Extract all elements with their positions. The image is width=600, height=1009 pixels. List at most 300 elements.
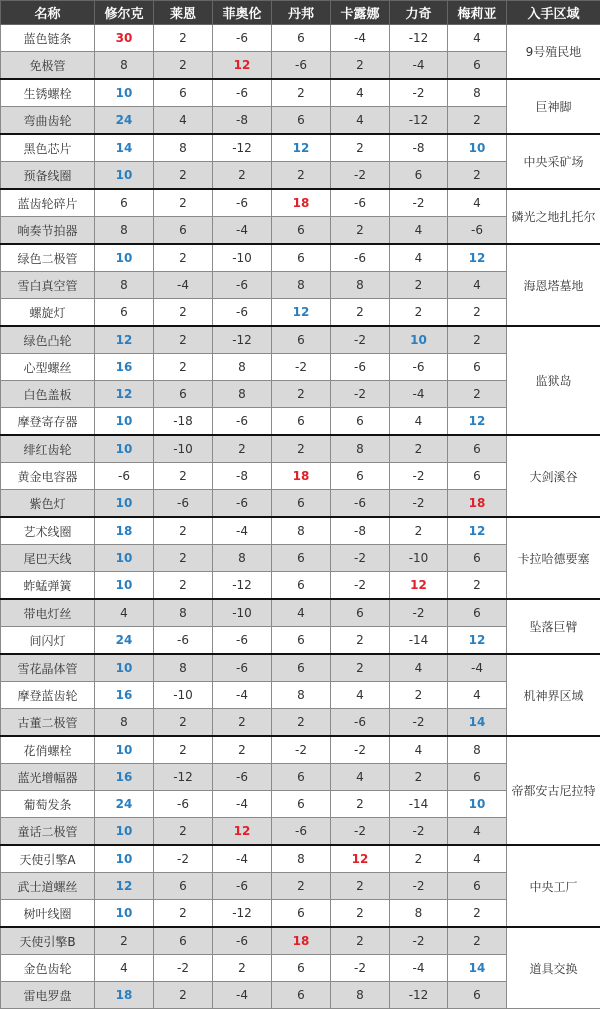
location-cell: 道具交换 — [507, 927, 600, 1009]
affinity-value: -2 — [331, 818, 390, 846]
affinity-value: 4 — [448, 189, 507, 217]
affinity-value: 2 — [390, 435, 448, 463]
affinity-value: 12 — [331, 845, 390, 873]
affinity-value: 2 — [154, 354, 213, 381]
affinity-value: -2 — [390, 463, 448, 490]
affinity-value: -2 — [390, 599, 448, 627]
affinity-value: -2 — [390, 709, 448, 737]
affinity-value: 2 — [272, 709, 331, 737]
item-name: 紫色灯 — [1, 490, 95, 518]
affinity-value: -6 — [213, 654, 272, 682]
affinity-value: 14 — [95, 134, 154, 162]
affinity-value: 8 — [95, 217, 154, 245]
affinity-value: 4 — [331, 107, 390, 135]
affinity-value: 6 — [272, 654, 331, 682]
affinity-value: 4 — [390, 408, 448, 436]
affinity-value: -6 — [331, 490, 390, 518]
affinity-value: 2 — [448, 572, 507, 600]
affinity-value: 2 — [213, 955, 272, 982]
affinity-value: 18 — [272, 189, 331, 217]
affinity-value: 12 — [448, 408, 507, 436]
affinity-value: -2 — [331, 545, 390, 572]
affinity-value: 2 — [272, 873, 331, 900]
table-row — [1, 736, 600, 764]
affinity-value: 2 — [331, 134, 390, 162]
item-name: 天使引擎B — [1, 927, 95, 955]
header-riki: 力奇 — [390, 1, 448, 25]
affinity-value: -8 — [390, 134, 448, 162]
affinity-value: 18 — [272, 927, 331, 955]
location-cell: 坠落巨臂 — [507, 599, 600, 654]
affinity-value: 6 — [154, 79, 213, 107]
affinity-value: 10 — [95, 572, 154, 600]
affinity-value: 6 — [448, 435, 507, 463]
item-name: 蚱蜢弹簧 — [1, 572, 95, 600]
affinity-value: 2 — [331, 299, 390, 327]
item-name: 摩登寄存器 — [1, 408, 95, 436]
location-cell: 9号殖民地 — [507, 25, 600, 80]
affinity-value: 2 — [390, 682, 448, 709]
affinity-value: -6 — [154, 791, 213, 818]
affinity-value: -4 — [213, 982, 272, 1009]
affinity-value: -6 — [331, 354, 390, 381]
affinity-value: 4 — [154, 107, 213, 135]
affinity-value: 6 — [272, 490, 331, 518]
affinity-value: 2 — [331, 217, 390, 245]
affinity-value: 6 — [331, 463, 390, 490]
affinity-value: -12 — [213, 326, 272, 354]
item-name: 武士道螺丝 — [1, 873, 95, 900]
location-cell: 巨神脚 — [507, 79, 600, 134]
affinity-value: -2 — [154, 845, 213, 873]
affinity-value: 10 — [390, 326, 448, 354]
affinity-value: 2 — [154, 25, 213, 52]
affinity-value: -18 — [154, 408, 213, 436]
item-name: 古董二极管 — [1, 709, 95, 737]
item-name: 免极管 — [1, 52, 95, 80]
item-name: 预备线圈 — [1, 162, 95, 190]
affinity-value: 4 — [331, 682, 390, 709]
affinity-value: -4 — [213, 845, 272, 873]
table-row — [1, 927, 600, 955]
item-name: 花俏螺栓 — [1, 736, 95, 764]
affinity-value: 6 — [95, 299, 154, 327]
affinity-value: 6 — [272, 408, 331, 436]
affinity-value: -2 — [272, 354, 331, 381]
affinity-value: 6 — [448, 52, 507, 80]
affinity-value: 6 — [448, 463, 507, 490]
location-cell: 帝都安古尼拉特 — [507, 736, 600, 845]
affinity-value: 8 — [95, 709, 154, 737]
affinity-value: 10 — [95, 490, 154, 518]
affinity-value: 18 — [95, 517, 154, 545]
affinity-value: 6 — [272, 900, 331, 928]
affinity-value: 4 — [331, 764, 390, 791]
item-name: 金色齿轮 — [1, 955, 95, 982]
header-reyn: 莱恩 — [154, 1, 213, 25]
affinity-value: -12 — [390, 25, 448, 52]
affinity-value: 4 — [448, 818, 507, 846]
item-name: 螺旋灯 — [1, 299, 95, 327]
affinity-value: -4 — [213, 217, 272, 245]
affinity-value: 6 — [448, 354, 507, 381]
affinity-value: 4 — [390, 736, 448, 764]
affinity-value: 2 — [154, 326, 213, 354]
affinity-value: 8 — [448, 736, 507, 764]
affinity-value: 2 — [448, 107, 507, 135]
affinity-value: -8 — [331, 517, 390, 545]
header-sharla: 卡露娜 — [331, 1, 390, 25]
affinity-value: 2 — [448, 299, 507, 327]
affinity-value: 2 — [95, 927, 154, 955]
affinity-value: 2 — [154, 982, 213, 1009]
affinity-value: -4 — [213, 791, 272, 818]
affinity-value: -6 — [213, 189, 272, 217]
affinity-value: -6 — [213, 272, 272, 299]
affinity-value: 12 — [213, 52, 272, 80]
affinity-value: 6 — [390, 162, 448, 190]
affinity-value: -6 — [331, 709, 390, 737]
affinity-value: 8 — [154, 599, 213, 627]
header-shulk: 修尔克 — [95, 1, 154, 25]
item-name: 雪花晶体管 — [1, 654, 95, 682]
affinity-value: 6 — [272, 955, 331, 982]
item-name: 树叶线圈 — [1, 900, 95, 928]
affinity-value: 6 — [272, 627, 331, 655]
affinity-value: -12 — [213, 900, 272, 928]
table-row — [1, 517, 600, 545]
affinity-value: -4 — [213, 517, 272, 545]
affinity-value: -10 — [213, 599, 272, 627]
affinity-value: -4 — [331, 25, 390, 52]
affinity-value: 6 — [331, 599, 390, 627]
table-row — [1, 845, 600, 873]
item-name: 雷电罗盘 — [1, 982, 95, 1009]
affinity-value: 2 — [272, 435, 331, 463]
affinity-value: -4 — [390, 955, 448, 982]
affinity-value: 16 — [95, 764, 154, 791]
affinity-value: 12 — [390, 572, 448, 600]
affinity-value: 2 — [154, 900, 213, 928]
affinity-value: -6 — [154, 490, 213, 518]
affinity-value: 2 — [154, 709, 213, 737]
affinity-value: 12 — [272, 299, 331, 327]
affinity-value: 2 — [448, 900, 507, 928]
affinity-value: 4 — [272, 599, 331, 627]
affinity-value: -12 — [390, 107, 448, 135]
affinity-value: 8 — [95, 52, 154, 80]
affinity-value: 4 — [448, 25, 507, 52]
affinity-value: 4 — [448, 272, 507, 299]
item-name: 绿色凸轮 — [1, 326, 95, 354]
item-name: 弯曲齿轮 — [1, 107, 95, 135]
affinity-value: 6 — [448, 599, 507, 627]
affinity-value: 4 — [390, 244, 448, 272]
table-row — [1, 435, 600, 463]
affinity-value: 8 — [448, 79, 507, 107]
affinity-value: 4 — [390, 654, 448, 682]
header-name: 名称 — [1, 1, 95, 25]
affinity-value: 24 — [95, 107, 154, 135]
affinity-value: 6 — [272, 764, 331, 791]
affinity-value: -2 — [390, 189, 448, 217]
affinity-value: -10 — [154, 682, 213, 709]
item-name: 雪白真空管 — [1, 272, 95, 299]
affinity-value: 10 — [95, 736, 154, 764]
item-name: 艺术线圈 — [1, 517, 95, 545]
affinity-value: -14 — [390, 627, 448, 655]
item-name: 绯红齿轮 — [1, 435, 95, 463]
affinity-value: 10 — [95, 545, 154, 572]
table-row — [1, 25, 600, 52]
affinity-value: 6 — [331, 408, 390, 436]
affinity-value: 4 — [448, 682, 507, 709]
affinity-value: -10 — [390, 545, 448, 572]
affinity-value: 2 — [448, 927, 507, 955]
location-cell: 海恩塔墓地 — [507, 244, 600, 326]
affinity-value: 6 — [154, 927, 213, 955]
affinity-value: 2 — [448, 326, 507, 354]
affinity-value: 2 — [331, 52, 390, 80]
header-dunban: 丹邦 — [272, 1, 331, 25]
table-row — [1, 654, 600, 682]
affinity-value: 6 — [272, 572, 331, 600]
affinity-value: 6 — [272, 791, 331, 818]
location-cell: 磷光之地扎托尔 — [507, 189, 600, 244]
affinity-value: 2 — [448, 162, 507, 190]
affinity-value: 2 — [213, 709, 272, 737]
item-name: 心型螺丝 — [1, 354, 95, 381]
affinity-value: 10 — [95, 845, 154, 873]
item-name: 黄金电容器 — [1, 463, 95, 490]
affinity-value: 14 — [448, 709, 507, 737]
affinity-value: -6 — [272, 818, 331, 846]
affinity-value: 12 — [95, 873, 154, 900]
affinity-value: -14 — [390, 791, 448, 818]
affinity-value: 2 — [154, 299, 213, 327]
affinity-value: -6 — [213, 927, 272, 955]
affinity-value: -12 — [154, 764, 213, 791]
affinity-value: 2 — [331, 927, 390, 955]
table-row — [1, 326, 600, 354]
affinity-value: 6 — [272, 217, 331, 245]
affinity-value: 8 — [331, 982, 390, 1009]
affinity-value: 2 — [154, 517, 213, 545]
item-name: 带电灯丝 — [1, 599, 95, 627]
table-row — [1, 599, 600, 627]
affinity-value: 2 — [390, 272, 448, 299]
affinity-value: 8 — [272, 517, 331, 545]
affinity-value: 6 — [272, 107, 331, 135]
affinity-value: -10 — [154, 435, 213, 463]
affinity-value: -2 — [390, 927, 448, 955]
affinity-value: -2 — [331, 572, 390, 600]
affinity-value: 8 — [390, 900, 448, 928]
item-name: 葡萄发条 — [1, 791, 95, 818]
affinity-value: 6 — [448, 873, 507, 900]
header-location: 入手区域 — [507, 1, 600, 25]
affinity-value: 2 — [154, 162, 213, 190]
affinity-value: 6 — [272, 545, 331, 572]
affinity-value: -2 — [272, 736, 331, 764]
affinity-value: -12 — [213, 134, 272, 162]
affinity-value: -2 — [331, 162, 390, 190]
affinity-value: -6 — [213, 873, 272, 900]
affinity-value: 2 — [154, 52, 213, 80]
table-row — [1, 134, 600, 162]
affinity-value: 2 — [154, 463, 213, 490]
affinity-value: -6 — [213, 79, 272, 107]
affinity-value: 8 — [95, 272, 154, 299]
affinity-value: -4 — [390, 52, 448, 80]
affinity-value: -4 — [213, 682, 272, 709]
affinity-value: 18 — [448, 490, 507, 518]
affinity-value: 2 — [390, 764, 448, 791]
affinity-value: 2 — [213, 435, 272, 463]
affinity-value: 2 — [213, 736, 272, 764]
affinity-value: 10 — [95, 79, 154, 107]
item-name: 蓝色链条 — [1, 25, 95, 52]
affinity-value: 4 — [390, 217, 448, 245]
affinity-value: 8 — [213, 545, 272, 572]
affinity-value: -6 — [213, 25, 272, 52]
affinity-value: -2 — [154, 955, 213, 982]
affinity-value: 2 — [213, 162, 272, 190]
affinity-value: 2 — [331, 791, 390, 818]
affinity-value: 2 — [331, 654, 390, 682]
affinity-value: -6 — [390, 354, 448, 381]
affinity-value: 2 — [154, 244, 213, 272]
header-fiora: 菲奥伦 — [213, 1, 272, 25]
affinity-value: 4 — [95, 599, 154, 627]
affinity-value: 6 — [154, 217, 213, 245]
affinity-value: -12 — [213, 572, 272, 600]
affinity-value: -8 — [213, 463, 272, 490]
item-name: 白色盖板 — [1, 381, 95, 408]
affinity-value: 6 — [154, 381, 213, 408]
affinity-value: 8 — [272, 682, 331, 709]
affinity-value: 12 — [448, 244, 507, 272]
affinity-value: -6 — [331, 244, 390, 272]
affinity-value: -2 — [331, 326, 390, 354]
table-row — [1, 189, 600, 217]
affinity-value: 6 — [272, 25, 331, 52]
affinity-value: -2 — [390, 818, 448, 846]
affinity-value: 8 — [331, 272, 390, 299]
affinity-value: 12 — [95, 381, 154, 408]
affinity-value: -2 — [331, 381, 390, 408]
affinity-value: 6 — [448, 545, 507, 572]
affinity-value: 4 — [448, 845, 507, 873]
location-cell: 中央采矿场 — [507, 134, 600, 189]
affinity-value: 2 — [331, 900, 390, 928]
affinity-value: -2 — [331, 955, 390, 982]
affinity-value: 2 — [272, 79, 331, 107]
affinity-value: -4 — [154, 272, 213, 299]
table-row — [1, 79, 600, 107]
item-name: 童话二极管 — [1, 818, 95, 846]
affinity-value: 12 — [213, 818, 272, 846]
affinity-value: 4 — [331, 79, 390, 107]
affinity-value: 6 — [154, 873, 213, 900]
affinity-value: 2 — [390, 845, 448, 873]
affinity-value: 2 — [272, 381, 331, 408]
affinity-value: 6 — [448, 982, 507, 1009]
item-name: 蓝齿轮碎片 — [1, 189, 95, 217]
affinity-value: 2 — [331, 627, 390, 655]
affinity-value: 14 — [448, 955, 507, 982]
affinity-value: 8 — [272, 272, 331, 299]
affinity-value: 8 — [154, 654, 213, 682]
item-name: 生锈螺栓 — [1, 79, 95, 107]
affinity-value: -6 — [213, 490, 272, 518]
affinity-value: 4 — [95, 955, 154, 982]
affinity-value: -6 — [95, 463, 154, 490]
affinity-value: 30 — [95, 25, 154, 52]
affinity-value: 8 — [213, 381, 272, 408]
affinity-value: 2 — [448, 381, 507, 408]
affinity-value: -10 — [213, 244, 272, 272]
item-name: 响奏节拍器 — [1, 217, 95, 245]
affinity-value: -4 — [390, 381, 448, 408]
affinity-value: -12 — [390, 982, 448, 1009]
affinity-value: 10 — [95, 435, 154, 463]
affinity-value: 18 — [272, 463, 331, 490]
item-name: 黑色芯片 — [1, 134, 95, 162]
affinity-value: 2 — [154, 545, 213, 572]
location-cell: 卡拉哈德要塞 — [507, 517, 600, 599]
header-melia: 梅莉亚 — [448, 1, 507, 25]
affinity-value: 6 — [448, 764, 507, 791]
affinity-value: -6 — [213, 627, 272, 655]
affinity-value: 12 — [448, 627, 507, 655]
affinity-value: 6 — [272, 244, 331, 272]
affinity-value: -6 — [213, 408, 272, 436]
affinity-value: 2 — [154, 572, 213, 600]
location-cell: 监狱岛 — [507, 326, 600, 435]
affinity-value: 18 — [95, 982, 154, 1009]
affinity-value: 16 — [95, 354, 154, 381]
affinity-value: 24 — [95, 627, 154, 655]
affinity-value: -6 — [213, 764, 272, 791]
affinity-value: -4 — [448, 654, 507, 682]
affinity-value: -8 — [213, 107, 272, 135]
affinity-value: 2 — [390, 517, 448, 545]
affinity-value: -6 — [272, 52, 331, 80]
affinity-value: 8 — [331, 435, 390, 463]
affinity-value: 2 — [154, 189, 213, 217]
affinity-value: 10 — [448, 134, 507, 162]
affinity-value: -6 — [331, 189, 390, 217]
affinity-value: 10 — [95, 244, 154, 272]
affinity-value: 24 — [95, 791, 154, 818]
affinity-value: 6 — [272, 982, 331, 1009]
affinity-value: 12 — [272, 134, 331, 162]
location-cell: 大剑溪谷 — [507, 435, 600, 517]
affinity-value: 2 — [272, 162, 331, 190]
affinity-value: 2 — [154, 818, 213, 846]
affinity-value: 6 — [272, 326, 331, 354]
location-cell: 机神界区域 — [507, 654, 600, 736]
item-name: 摩登蓝齿轮 — [1, 682, 95, 709]
affinity-value: 10 — [95, 818, 154, 846]
affinity-value: 2 — [154, 736, 213, 764]
affinity-value: -2 — [390, 873, 448, 900]
affinity-value: 16 — [95, 682, 154, 709]
affinity-value: 10 — [95, 900, 154, 928]
affinity-value: 2 — [390, 299, 448, 327]
item-name: 间闪灯 — [1, 627, 95, 655]
